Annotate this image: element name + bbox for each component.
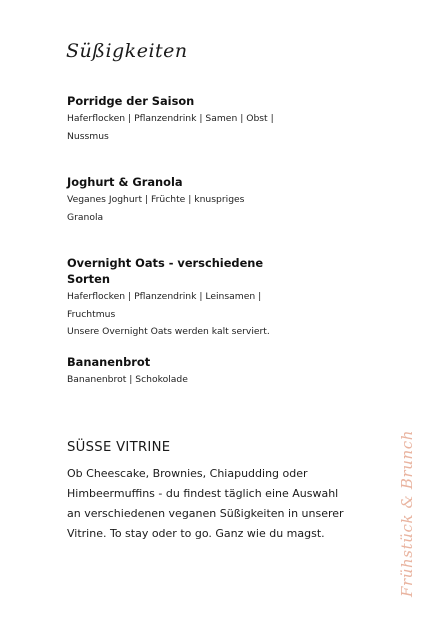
section-title: Süßigkeiten — [66, 40, 188, 62]
vitrine-line: Vitrine. To stay oder to go. Ganz wie du magst. — [67, 527, 325, 540]
item-name: Porridge der Saison — [67, 94, 195, 108]
item-description-line: Bananenbrot | Schokolade — [67, 374, 188, 385]
vitrine-line: an verschiedenen veganen Süßigkeiten in unserer — [67, 507, 344, 520]
menu-item-joghurt-granola — [67, 174, 297, 226]
item-name: Overnight Oats - verschiedene Sorten — [67, 256, 264, 286]
item-description-line: Veganes Joghurt | Früchte | knuspriges — [67, 194, 245, 205]
menu-item-bananenbrot — [67, 354, 297, 389]
item-description-line: Haferflocken | Pflanzendrink | Leinsamen | — [67, 291, 262, 302]
item-description-line: Fruchtmus — [67, 308, 116, 320]
item-description-line: Haferflocken | Pflanzendrink | Samen | Obst | — [67, 113, 274, 124]
item-description-line: Nussmus — [67, 130, 109, 142]
item-description-line: Unsere Overnight Oats werden kalt serviert. — [67, 326, 270, 337]
item-name: Bananenbrot — [67, 355, 151, 369]
item-description-line: Granola — [67, 211, 104, 223]
side-label-fruehstueck-brunch: Frühstück & Brunch — [398, 429, 416, 597]
vitrine-line: Ob Cheescake, Brownies, Chiapudding oder — [67, 467, 308, 480]
menu-item-porridge — [67, 93, 297, 145]
vitrine-line: Himbeermuffins - du findest täglich eine Auswahl — [67, 487, 339, 500]
vitrine-title: SÜSSE VITRINE — [67, 440, 171, 455]
item-name: Joghurt & Granola — [67, 175, 183, 189]
vitrine-description — [67, 464, 357, 544]
menu-item-overnight-oats — [67, 255, 297, 341]
